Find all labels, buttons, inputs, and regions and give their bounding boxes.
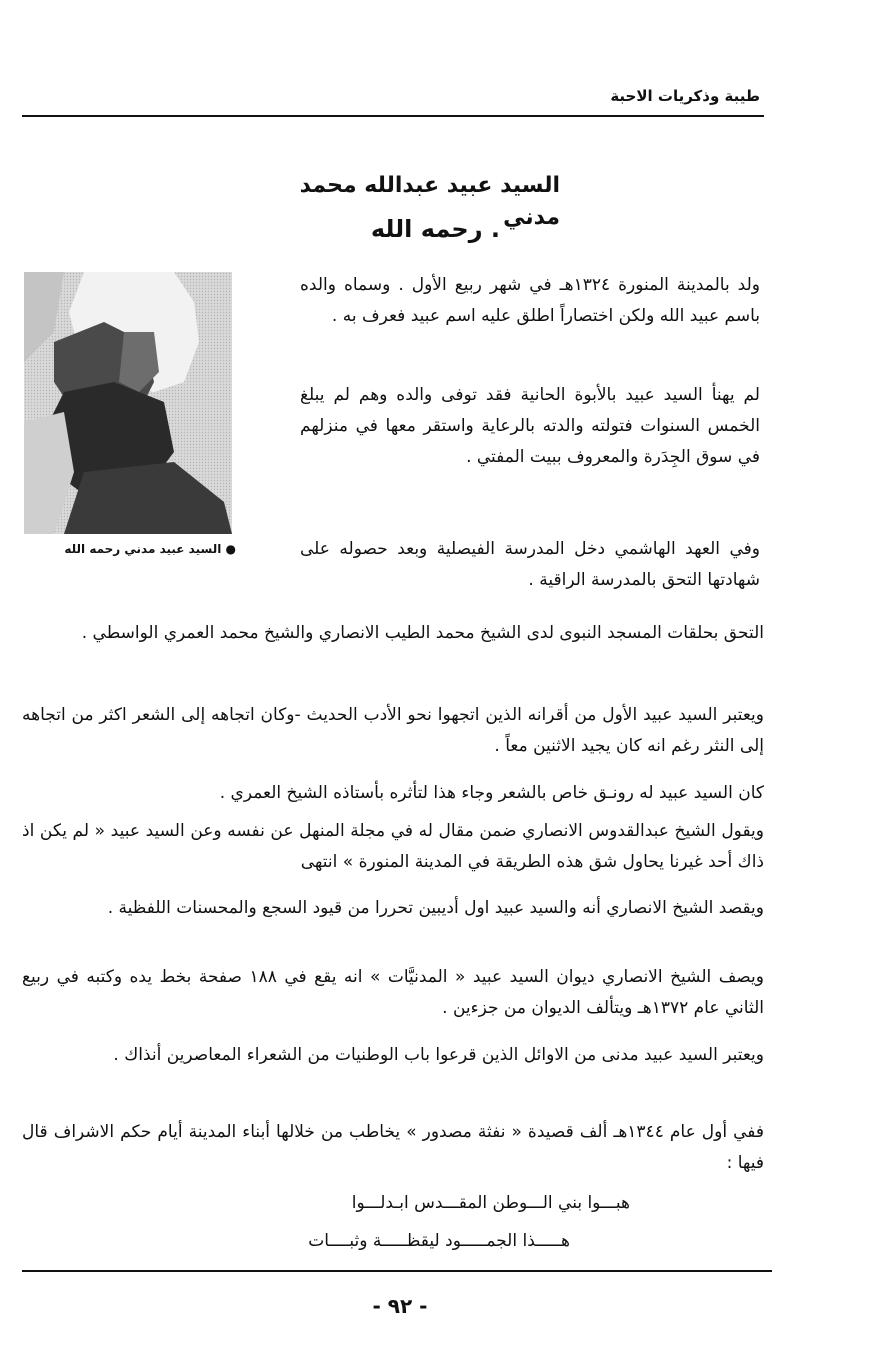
- header-divider: [22, 115, 764, 117]
- poem-verse: هبـــوا بني الـــوطن المقـــدس ابـدلـــوا: [351, 1193, 630, 1213]
- running-head: طيبة وذكريات الاحبة: [610, 87, 760, 105]
- paragraph: وفي العهد الهاشمي دخل المدرسة الفيصلية وبعد حصوله على شهادتها التحق بالمدرسة الراقية .: [300, 539, 760, 590]
- article-subtitle: . رحمه الله: [370, 215, 500, 243]
- paragraph: ويصف الشيخ الانصاري ديوان السيد عبيد « المدنيَّات » انه يقع في ١٨٨ صفحة بخط يده وكتبه في ربيع الثاني عام ١٣٧٢هـ ويتألف الديوان من جزءين .: [22, 967, 764, 1018]
- footer-divider: [22, 1270, 772, 1272]
- portrait-photo: [24, 272, 232, 534]
- paragraph: ويعتبر السيد عبيد الأول من أقرانه الذين اتجهوا نحو الأدب الحديث -وكان اتجاهه إلى الشعر اكثر من اتجاهه إلى النثر رغم انه كان يجيد الاثنين معاً .: [22, 705, 764, 756]
- paragraph: لم يهنأ السيد عبيد بالأبوة الحانية فقد توفى والده وهم لم يبلغ الخمس السنوات فتولته والدته بالرعاية واستقر معها في منزلهم في سوق الجِدَرة والمعروف ببيت المفتي .: [300, 385, 760, 467]
- paragraph: ويعتبر السيد عبيد مدنى من الاوائل الذين قرعوا باب الوطنيات من الشعراء المعاصرين أنذاك .: [113, 1045, 764, 1065]
- poem-verse: هـــــذا الجمـــــود ليقظـــــة وثبــــات: [308, 1231, 570, 1251]
- page-number: - ٩٢ -: [372, 1294, 428, 1318]
- paragraph: ويقصد الشيخ الانصاري أنه والسيد عبيد اول أديبين تحررا من قيود السجع والمحسنات اللفظية .: [107, 898, 764, 918]
- paragraph: ولد بالمدينة المنورة ١٣٢٤هـ في شهر ربيع الأول . وسماه والده باسم عبيد الله ولكن اختصاراً اطلق عليه اسم عبيد فعرف به .: [300, 275, 760, 326]
- paragraph: كان السيد عبيد له رونـق خاص بالشعر وجاء هذا لتأثره بأستاذه الشيخ العمري .: [219, 783, 764, 803]
- portrait-illustration: [24, 272, 232, 534]
- paragraph: التحق بحلقات المسجد النبوى لدى الشيخ محمد الطيب الانصاري والشيخ محمد العمري الواسطي .: [81, 623, 764, 643]
- paragraph: ويقول الشيخ عبدالقدوس الانصاري ضمن مقال له في مجلة المنهل عن نفسه وعن السيد عبيد « لم يكن اذ ذاك أحد غيرنا يحاول شق هذه الطريقة في المدينة المنورة » انتهى: [22, 821, 764, 872]
- paragraph: ففي أول عام ١٣٤٤هـ ألف قصيدة « نفثة مصدور » يخاطب من خلالها أبناء المدينة أيام حكم الاشراف قال فيها :: [22, 1122, 764, 1173]
- article-title: السيد عبيد عبدالله محمد مدني: [299, 173, 560, 230]
- photo-caption: ● السيد عبيد مدني رحمه الله: [64, 542, 236, 556]
